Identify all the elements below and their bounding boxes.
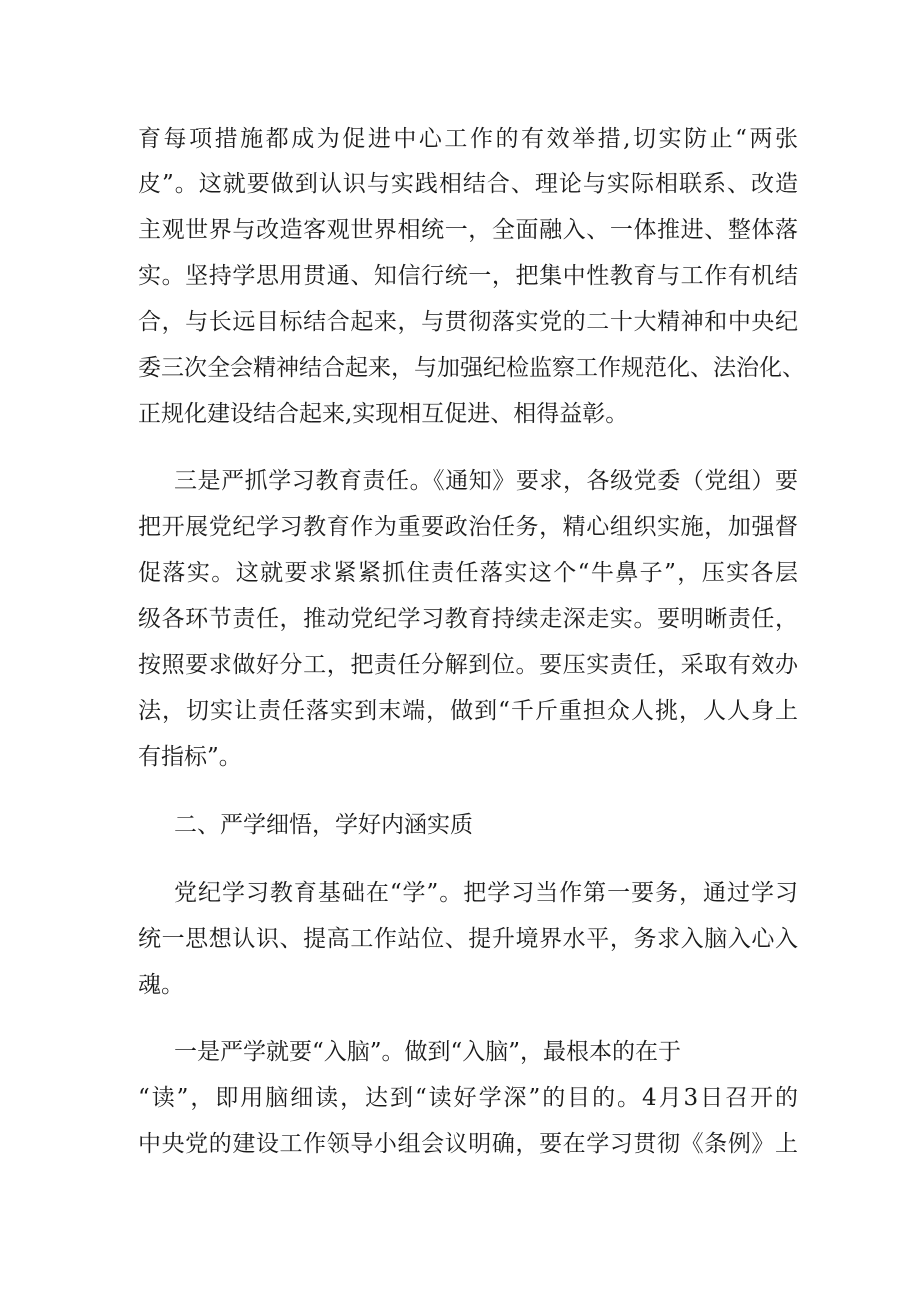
text-line: 主观世界与改造客观世界相统一，全面融入、一体推进、整体落 <box>138 217 798 243</box>
text-line: 级各环节责任，推动党纪学习教育持续走深走实。要明晰责任， <box>138 606 798 632</box>
text-line: 中央党的建设工作领导小组会议明确，要在学习贯彻《条例》上 <box>138 1131 798 1157</box>
text-line: 魂。 <box>138 972 184 998</box>
text-line: “读”，即用脑细读，达到“读好学深”的目的。4月3日召开的 <box>138 1085 798 1111</box>
text-line: 正规化建设结合起来,实现相互促进、相得益彰。 <box>138 401 629 427</box>
text-line: 一是严学就要“入脑”。做到“入脑”，最根本的在于 <box>174 1039 682 1065</box>
text-line: 法，切实让责任落实到末端，做到“千斤重担众人挑，人人身上 <box>138 698 798 724</box>
text-line: 把开展党纪学习教育作为重要政治任务，精心组织实施，加强督 <box>138 514 798 540</box>
text-line: 按照要求做好分工，把责任分解到位。要压实责任，采取有效办 <box>138 652 798 678</box>
text-line: 合，与长远目标结合起来，与贯彻落实党的二十大精神和中央纪 <box>138 309 798 335</box>
text-line: 有指标”。 <box>138 744 242 770</box>
text-line: 育每项措施都成为促进中心工作的有效举措,切实防止“两张 <box>138 126 798 152</box>
text-line: 三是严抓学习教育责任。《通知》要求，各级党委（党组）要 <box>174 468 798 494</box>
text-line: 统一思想认识、提高工作站位、提升境界水平，务求入脑入心入 <box>138 926 798 952</box>
text-line: 促落实。这就要求紧紧抓住责任落实这个“牛鼻子”，压实各层 <box>138 560 798 586</box>
text-line: 皮”。这就要做到认识与实践相结合、理论与实际相联系、改造 <box>138 171 798 197</box>
text-line: 党纪学习教育基础在“学”。把学习当作第一要务，通过学习 <box>174 880 798 906</box>
text-line: 实。坚持学思用贯通、知信行统一，把集中性教育与工作有机结 <box>138 263 798 289</box>
section-heading: 二、严学细悟，学好内涵实质 <box>174 812 473 838</box>
text-line: 委三次全会精神结合起来，与加强纪检监察工作规范化、法治化、 <box>138 355 805 381</box>
